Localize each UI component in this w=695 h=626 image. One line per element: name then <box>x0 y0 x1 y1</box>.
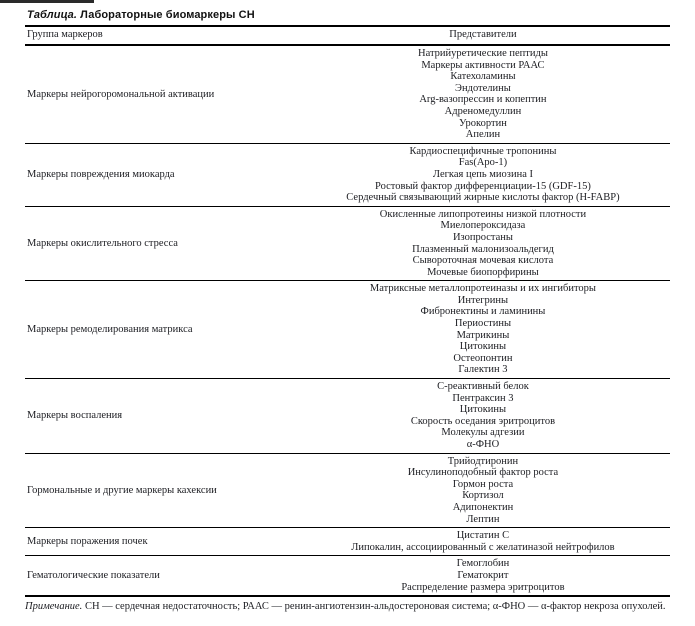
header-row <box>25 26 670 45</box>
table-row <box>25 379 670 454</box>
marker-item: Периостины <box>454 318 512 330</box>
marker-item: Галектин 3 <box>458 364 508 376</box>
marker-item: Матриксные металлопротеиназы и их ингибиторы <box>369 283 596 295</box>
marker-item: Лептин <box>466 513 500 525</box>
marker-item: Адреномедуллин <box>444 105 522 117</box>
marker-item: Урокортин <box>459 117 507 129</box>
table-head <box>25 26 670 45</box>
table-row <box>25 143 670 206</box>
table-body <box>25 45 670 596</box>
footnote-label: Примечание. <box>25 601 83 613</box>
marker-item: Липокалин, ассоциированный с желатиназой нейтрофилов <box>351 541 615 553</box>
marker-item: Цистатин С <box>456 530 510 542</box>
marker-items-cell <box>296 556 670 596</box>
marker-group-cell: Маркеры повреждения миокарда <box>27 168 175 180</box>
marker-item: Гормон роста <box>452 478 514 490</box>
marker-group-cell: Гормональные и другие маркеры кахексии <box>27 484 217 496</box>
marker-item: Мочевые биопорфирины <box>427 266 539 278</box>
marker-item: Миелопероксидаза <box>440 220 526 232</box>
marker-item: Изопростаны <box>452 231 513 243</box>
table-row <box>25 453 670 528</box>
footnote <box>25 601 670 614</box>
marker-item: Адипонектин <box>452 501 514 513</box>
marker-item: Цитокины <box>459 341 507 353</box>
marker-items-cell <box>296 143 670 206</box>
table-caption-text: Лабораторные биомаркеры СН <box>80 9 255 21</box>
marker-item: Скорость оседания эритроцитов <box>410 415 556 427</box>
marker-item: Цитокины <box>459 404 507 416</box>
marker-group-cell: Маркеры ремоделирования матрикса <box>27 323 193 335</box>
table-caption-prefix: Таблица. <box>27 9 77 21</box>
marker-item: Ростовый фактор дифференциации-15 (GDF-15) <box>375 180 591 192</box>
marker-group-cell: Маркеры окислительного стресса <box>27 237 178 249</box>
marker-item: Натрийуретические пептиды <box>417 48 548 59</box>
marker-item: Кардиоспецифичные тропонины <box>409 145 557 157</box>
scan-artifact <box>0 0 94 3</box>
table-row <box>25 556 670 596</box>
marker-item: Пентраксин 3 <box>452 392 514 404</box>
table-row <box>25 206 670 281</box>
marker-item: Arg-вазопрессин и копептин <box>419 94 547 106</box>
marker-item: Легкая цепь миозина I <box>432 168 533 180</box>
marker-items-cell <box>296 206 670 281</box>
table-row <box>25 281 670 379</box>
marker-item: Эндотелины <box>455 82 511 94</box>
marker-item: Инсулиноподобный фактор роста <box>407 467 559 479</box>
marker-item: Молекулы адгезии <box>441 427 525 439</box>
marker-items-cell <box>296 45 670 143</box>
marker-item: Гемоглобин <box>456 558 510 570</box>
marker-item: Сывороточная мочевая кислота <box>412 255 554 267</box>
marker-item: Остеопонтин <box>453 352 513 364</box>
column-header-group: Группа маркеров <box>25 26 296 45</box>
marker-item: Фибронектины и ламинины <box>420 306 546 318</box>
marker-group-cell: Маркеры поражения почек <box>27 535 148 547</box>
marker-item: Кортизол <box>462 490 504 502</box>
marker-item: С-реактивный белок <box>437 381 529 393</box>
marker-group-cell: Маркеры нейрогоромональной активации <box>27 88 215 100</box>
marker-item: Трийодтиронин <box>447 455 519 467</box>
marker-group-cell: Маркеры воспаления <box>27 410 123 422</box>
marker-item: Окисленные липопротеины низкой плотности <box>379 208 587 220</box>
table-row <box>25 528 670 556</box>
marker-items-cell <box>296 453 670 528</box>
marker-item: Гематокрит <box>457 569 509 581</box>
table-row <box>25 45 670 143</box>
marker-items-cell <box>296 281 670 379</box>
marker-item: Плазменный малонизоальдегид <box>412 243 554 255</box>
marker-item: α-ФНО <box>466 439 500 450</box>
marker-item: Матрикины <box>456 329 510 341</box>
marker-group-cell: Гематологические показатели <box>27 569 160 581</box>
marker-items-cell <box>296 528 670 556</box>
marker-item: Fas(Apo-1) <box>458 157 508 169</box>
marker-items-cell <box>296 379 670 454</box>
marker-item: Маркеры активности РААС <box>421 59 545 71</box>
marker-item: Распределение размера эритроцитов <box>401 581 565 593</box>
marker-item: Интегрины <box>457 294 509 306</box>
marker-item: Катехоламины <box>450 71 516 83</box>
marker-item: Апелин <box>465 129 501 141</box>
marker-item: Сердечный связывающий жирные кислоты фактор (H-FABP) <box>346 192 620 204</box>
footnote-text: СН — сердечная недостаточность; РААС — ренин-ангиотензин-альдостероновая система; α-ФНО — α-фактор некроза опухолей. <box>84 601 666 613</box>
column-header-representatives: Представители <box>296 26 670 45</box>
biomarkers-table <box>25 25 670 597</box>
table-caption <box>27 9 670 22</box>
